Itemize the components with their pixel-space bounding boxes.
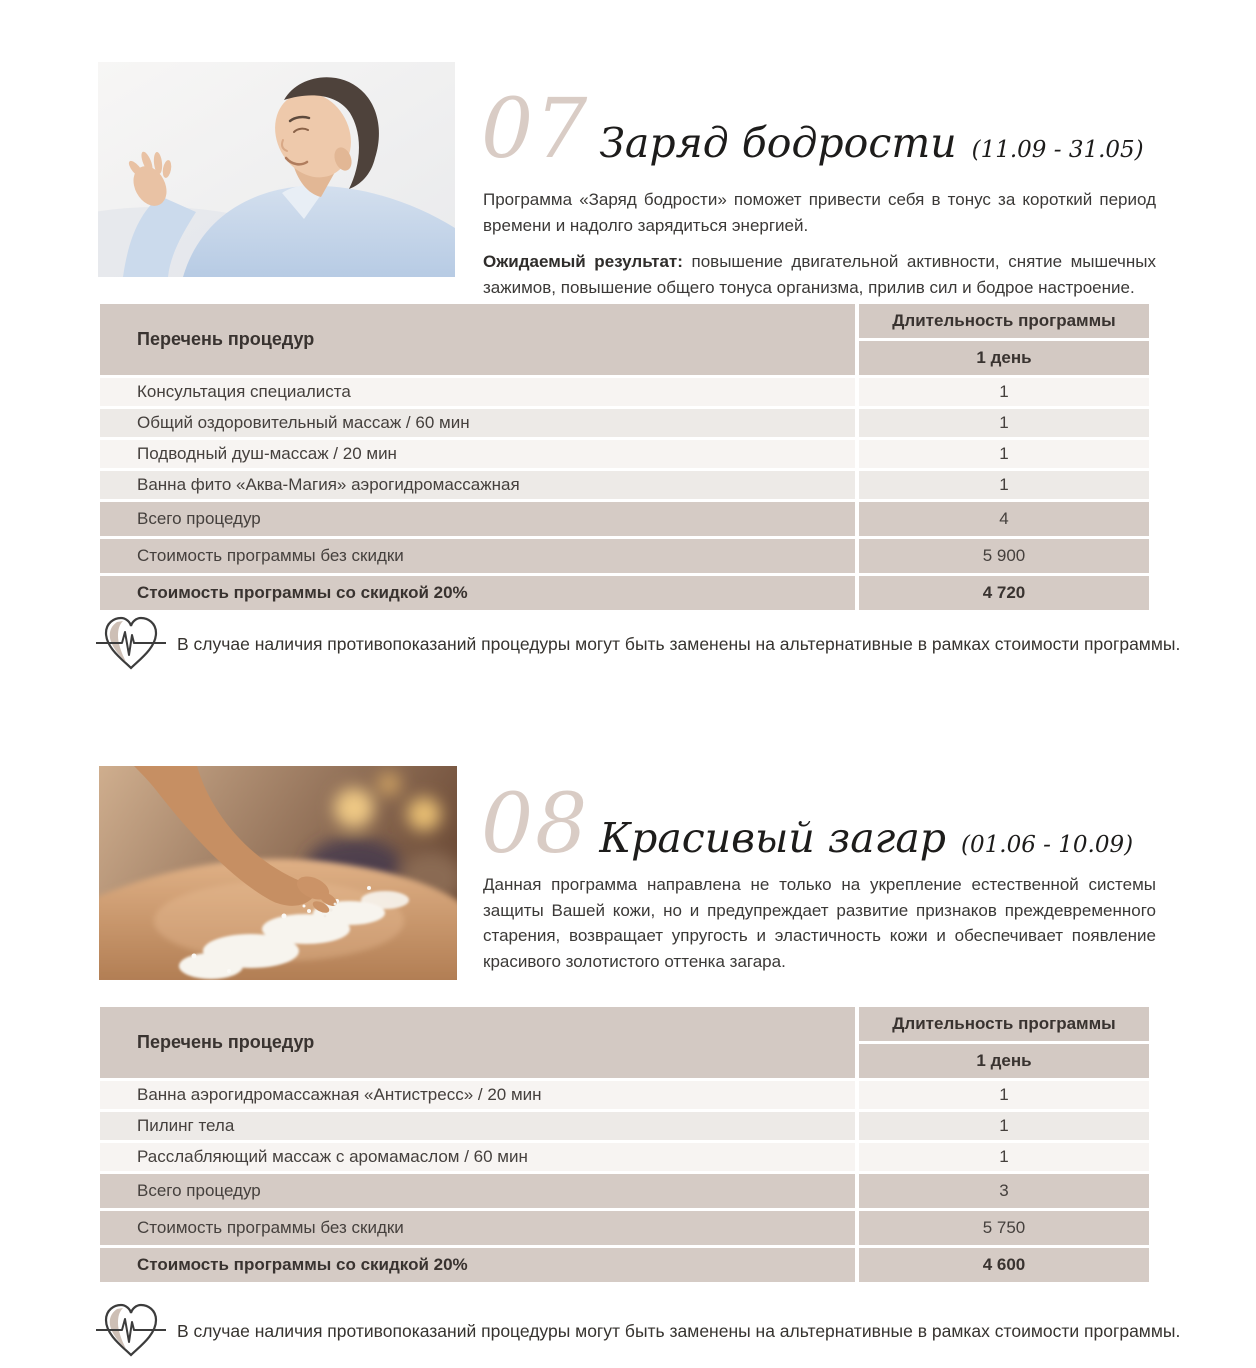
procedures-header: Перечень процедур [100, 304, 855, 375]
procedures-header: Перечень процедур [100, 1007, 855, 1078]
expected-result-label: Ожидаемый результат: [483, 252, 683, 271]
table-discount-price-row: Стоимость программы со скидкой 20% 4 720 [100, 576, 1149, 610]
duration-subheader: 1 день [859, 341, 1149, 375]
duration-header: Длительность программы [859, 1007, 1149, 1041]
program-07-table [100, 304, 1149, 610]
salt-scrub-back-massage-photo [99, 766, 457, 980]
duration-subheader: 1 день [859, 1044, 1149, 1078]
section-07-expected-result [483, 249, 1156, 300]
section-08-heading [481, 777, 1134, 872]
section-07-intro: Программа «Заряд бодрости» поможет привести себя в тонус за короткий период времени и надолго зарядиться энергией. [483, 190, 1156, 235]
table-discount-price-row: Стоимость программы со скидкой 20% 4 600 [100, 1248, 1149, 1282]
section-dates: (11.09 - 31.05) [971, 137, 1144, 163]
duration-header: Длительность программы [859, 304, 1149, 338]
table-row: Ванна фито «Аква-Магия» аэрогидромассажная 1 [100, 471, 1149, 499]
note-text: В случае наличия противопоказаний процедуры могут быть заменены на альтернативные в рамках стоимости программы. [177, 633, 1181, 654]
program-08-note [96, 1301, 1180, 1361]
section-08-intro: Данная программа направлена не только на укрепление естественной системы защиты Вашей кожи, но и предупреждает развитие признаков преждевременного старения, возвращает упругость и эластичность кожи и обеспечивает появление красивого золотистого оттенка загара. [483, 875, 1156, 971]
program-07-photo [98, 62, 455, 277]
table-header-row [100, 1007, 1149, 1078]
note-text: В случае наличия противопоказаний процедуры могут быть заменены на альтернативные в рамках стоимости программы. [177, 1320, 1181, 1341]
section-title: Красивый загар [599, 814, 947, 862]
table-row: Общий оздоровительный массаж / 60 мин 1 [100, 409, 1149, 437]
table-row: Расслабляющий массаж с аромамаслом / 60 мин 1 [100, 1143, 1149, 1171]
program-07-note [96, 614, 1180, 674]
table-total-row: Всего процедур 3 [100, 1174, 1149, 1208]
expected-result-text: повышение двигательной активности, снятие мышечных зажимов, повышение общего тонуса организма, прилив сил и бодрое настроение. [483, 252, 1156, 297]
table-row: Ванна аэрогидромассажная «Антистресс» / 20 мин 1 [100, 1081, 1149, 1109]
heart-pulse-icon [96, 1301, 166, 1361]
duration-header-cell [859, 304, 1149, 375]
heart-pulse-icon [96, 614, 166, 674]
duration-header-cell [859, 1007, 1149, 1078]
man-arms-outstretched-photo [98, 62, 455, 277]
table-price-row: Стоимость программы без скидки 5 900 [100, 539, 1149, 573]
section-07-heading [481, 82, 1144, 177]
section-number: 07 [481, 82, 590, 177]
table-total-row: Всего процедур 4 [100, 502, 1149, 536]
section-title: Заряд бодрости [599, 119, 957, 167]
table-header-row [100, 304, 1149, 375]
section-number: 08 [481, 777, 590, 872]
section-dates: (01.06 - 10.09) [961, 832, 1134, 858]
program-08-table [100, 1007, 1149, 1282]
table-price-row: Стоимость программы без скидки 5 750 [100, 1211, 1149, 1245]
table-row: Подводный душ-массаж / 20 мин 1 [100, 440, 1149, 468]
program-08-photo [99, 766, 457, 980]
table-row: Пилинг тела 1 [100, 1112, 1149, 1140]
table-row: Консультация специалиста 1 [100, 378, 1149, 406]
